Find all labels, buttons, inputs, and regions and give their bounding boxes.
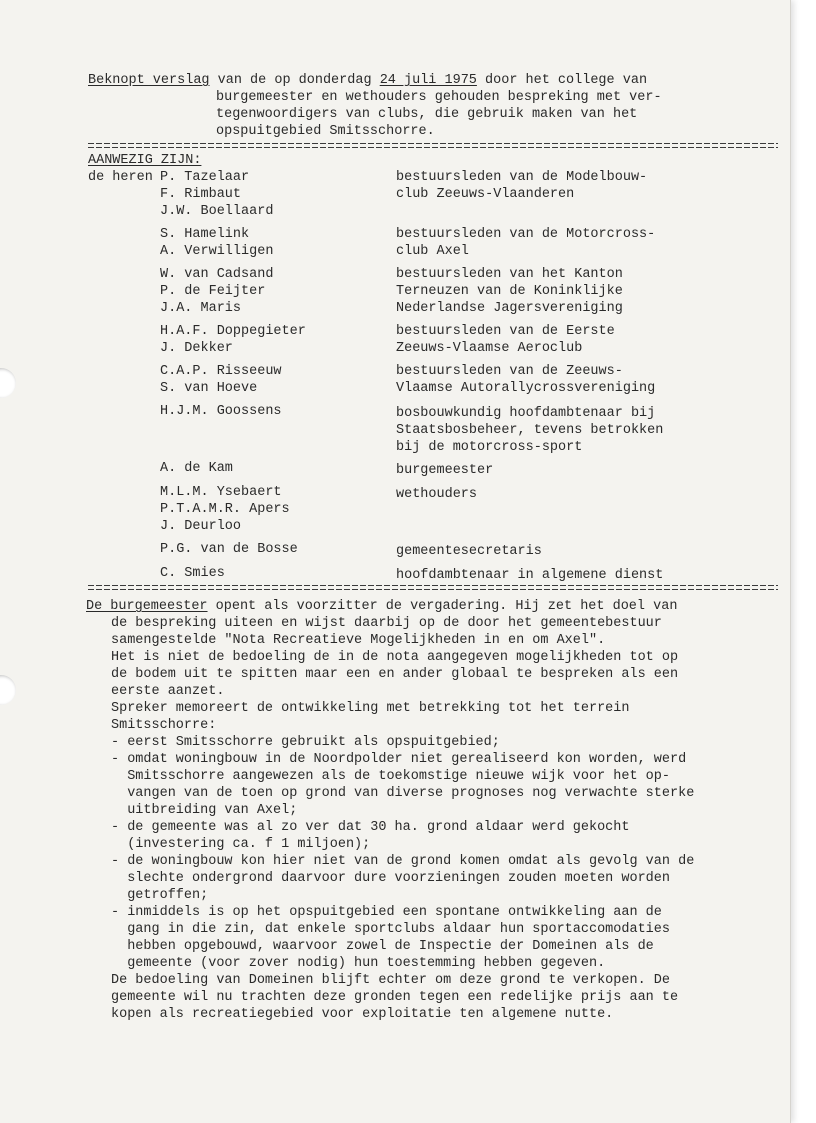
attendee-name: J.A. Maris bbox=[160, 301, 242, 316]
list-item: (investering ca. f 1 miljoen); bbox=[111, 837, 371, 852]
punch-hole bbox=[0, 368, 16, 398]
meeting-date: 24 juli 1975 bbox=[379, 73, 477, 88]
list-item: getroffen; bbox=[111, 888, 209, 903]
attendee-name: M.L.M. Ysebaert bbox=[160, 485, 282, 500]
list-item: gang in die zin, dat enkele sportclubs aldaar hun sportaccomodaties bbox=[111, 922, 670, 937]
attendee-role: bestuursleden van de Modelbouw- bbox=[396, 170, 648, 185]
double-rule bbox=[88, 143, 778, 149]
list-item: hebben opgebouwd, waarvoor zowel de Inspectie der Domeinen als de bbox=[111, 939, 654, 954]
list-item: vangen van de toen op grond van diverse prognoses nog verwachte sterke bbox=[111, 786, 695, 801]
header-line: opspuitgebied Smitsschorre. bbox=[216, 124, 435, 139]
attendee-role: bosbouwkundig hoofdambtenaar bij bbox=[396, 406, 656, 421]
attendee-name: H.A.F. Doppegieter bbox=[160, 324, 306, 339]
body-line: eerste aanzet. bbox=[111, 684, 225, 699]
body-line: samengestelde "Nota Recreatieve Mogelijkheden in en om Axel". bbox=[111, 633, 606, 648]
body-line: Spreker memoreert de ontwikkeling met betrekking tot het terrein bbox=[111, 701, 630, 716]
attendee-role: bij de motorcross-sport bbox=[396, 440, 583, 455]
double-rule bbox=[88, 585, 778, 591]
attendee-role: bestuursleden van de Motorcross- bbox=[396, 227, 656, 242]
list-item: uitbreiding van Axel; bbox=[111, 803, 298, 818]
attendee-name: C. Smies bbox=[160, 566, 225, 581]
body-line: Het is niet de bedoeling de in de nota aangegeven mogelijkheden tot op bbox=[111, 650, 679, 665]
attendee-name: A. de Kam bbox=[160, 461, 233, 476]
attendee-role: club Zeeuws-Vlaanderen bbox=[396, 187, 575, 202]
date-suffix: door het college van bbox=[485, 73, 648, 88]
attendee-name: H.J.M. Goossens bbox=[160, 404, 282, 419]
attendee-name: A. Verwilligen bbox=[160, 244, 274, 259]
list-item: - inmiddels is op het opspuitgebied een spontane ontwikkeling aan de bbox=[111, 905, 662, 920]
body-line: gemeente wil nu trachten deze gronden tegen een redelijke prijs aan te bbox=[111, 990, 679, 1005]
attendee-role: bestuursleden van de Eerste bbox=[396, 324, 615, 339]
body-first-line: De burgemeester opent als voorzitter de vergadering. Hij zet het doel van bbox=[86, 599, 678, 614]
attendees-prefix: de heren bbox=[88, 170, 153, 185]
attendee-role: hoofdambtenaar in algemene dienst bbox=[396, 568, 664, 583]
body-line: Smitsschorre: bbox=[111, 718, 217, 733]
body-line: de bodem uit te spitten maar een en ander globaal te bespreken als een bbox=[111, 667, 679, 682]
attendee-role: Nederlandse Jagersvereniging bbox=[396, 301, 623, 316]
attendee-name: W. van Cadsand bbox=[160, 267, 274, 282]
body-line: de bespreking uiteen en wijst daarbij op de door het gemeentebestuur bbox=[111, 616, 662, 631]
body-line: kopen als recreatiegebied voor exploitatie ten algemene nutte. bbox=[111, 1007, 614, 1022]
attendee-name: P.G. van de Bosse bbox=[160, 542, 298, 557]
attendee-name: P. Tazelaar bbox=[160, 170, 250, 185]
list-item: Smitsschorre aangewezen als de toekomstige nieuwe wijk voor het op- bbox=[111, 769, 670, 784]
attendee-name: P.T.A.M.R. Apers bbox=[160, 502, 290, 517]
attendee-role: burgemeester bbox=[396, 463, 494, 478]
list-item: - de woningbouw kon hier niet van de grond komen omdat als gevolg van de bbox=[111, 854, 695, 869]
attendee-role: bestuursleden van het Kanton bbox=[396, 267, 623, 282]
attendee-name: S. Hamelink bbox=[160, 227, 250, 242]
list-item: - eerst Smitsschorre gebruikt als opspuitgebied; bbox=[111, 735, 500, 750]
attendee-role: Staatsbosbeheer, tevens betrokken bbox=[396, 423, 664, 438]
list-item: slechte ondergrond daarvoor dure voorzieningen zouden moeten worden bbox=[111, 871, 670, 886]
attendee-name: C.A.P. Risseeuw bbox=[160, 364, 282, 379]
speaker: De burgemeester bbox=[86, 599, 208, 614]
attendee-name: P. de Feijter bbox=[160, 284, 266, 299]
attendee-role: wethouders bbox=[396, 487, 478, 502]
date-prefix: van de op donderdag bbox=[217, 73, 372, 88]
punch-hole bbox=[0, 675, 16, 705]
body-line: De bedoeling van Domeinen blijft echter om deze grond te verkopen. De bbox=[111, 973, 670, 988]
attendee-name: J. Deurloo bbox=[160, 519, 242, 534]
attendee-role: Zeeuws-Vlaamse Aeroclub bbox=[396, 341, 583, 356]
report-label: Beknopt verslag bbox=[88, 73, 210, 88]
header-line: burgemeester en wethouders gehouden bespreking met ver- bbox=[216, 90, 662, 105]
attendee-role: bestuursleden van de Zeeuws- bbox=[396, 364, 623, 379]
header-line: tegenwoordigers van clubs, die gebruik maken van het bbox=[216, 107, 638, 122]
list-item: - omdat woningbouw in de Noordpolder niet gerealiseerd kon worden, werd bbox=[111, 752, 687, 767]
header-first-line bbox=[88, 72, 647, 89]
attendee-role: gemeentesecretaris bbox=[396, 544, 542, 559]
attendee-role: Terneuzen van de Koninklijke bbox=[396, 284, 623, 299]
attendee-name: J. Dekker bbox=[160, 341, 233, 356]
attendees-heading: AANWEZIG ZIJN: bbox=[88, 153, 202, 168]
attendee-name: S. van Hoeve bbox=[160, 381, 258, 396]
attendee-name: F. Rimbaut bbox=[160, 187, 242, 202]
list-item: - de gemeente was al zo ver dat 30 ha. grond aldaar werd gekocht bbox=[111, 820, 630, 835]
list-item: gemeente (voor zover nodig) hun toestemming hebben gegeven. bbox=[111, 956, 606, 971]
attendee-name: J.W. Boellaard bbox=[160, 204, 274, 219]
attendee-role: club Axel bbox=[396, 244, 469, 259]
attendee-role: Vlaamse Autorallycrossvereniging bbox=[396, 381, 656, 396]
